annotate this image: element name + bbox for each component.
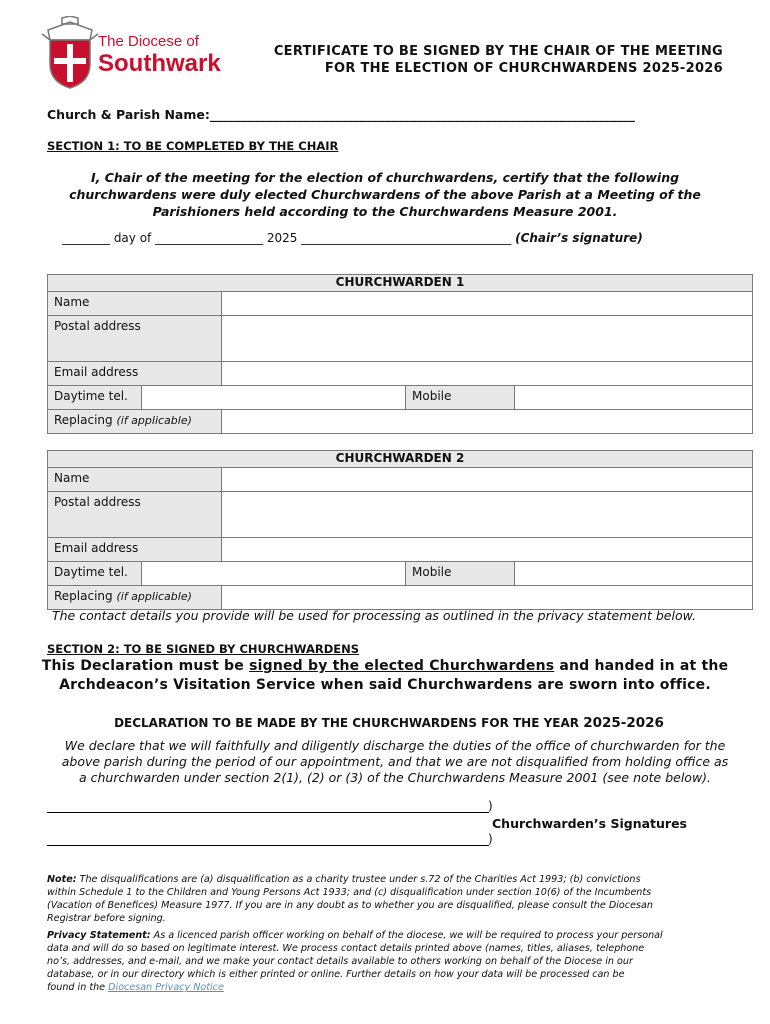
churchwarden2-heading: CHURCHWARDEN 2 (48, 451, 753, 468)
date-signature-line[interactable] (62, 231, 643, 245)
note-line3: (Vacation of Benefices) Measure 1977. If you are in any doubt as to whether you are disqualified, please consult the Diocesan (47, 900, 653, 911)
section2-heading: SECTION 2: TO BE SIGNED BY CHURCHWARDENS (47, 642, 360, 656)
declaration-line1 (40, 657, 730, 676)
cw2-replacing-input[interactable] (222, 586, 753, 610)
if-applicable-text: (if applicable) (116, 414, 192, 427)
note-label: Note: (47, 874, 77, 885)
cw1-email-input[interactable] (222, 362, 753, 386)
replacing-label (48, 586, 222, 610)
title-line2: FOR THE ELECTION OF CHURCHWARDENS 2025-2026 (324, 61, 723, 76)
daytime-tel-label: Daytime tel. (48, 386, 142, 410)
email-address-label: Email address (48, 538, 222, 562)
org-name-line2: Southwark (98, 50, 221, 77)
chair-certification-text (55, 169, 715, 220)
privacy-statement (47, 929, 721, 994)
email-address-label: Email address (48, 362, 222, 386)
title-line1: CERTIFICATE TO BE SIGNED BY THE CHAIR OF THE MEETING (273, 44, 723, 59)
disqualification-note (47, 873, 721, 925)
privacy-line4: database, or in our directory which is either printed or online. Further details on how your data will be processed can be (47, 969, 625, 980)
note-line2: within Schedule 1 to the Children and Young Persons Act 1933; and (c) disqualification under section 10(6) of the Incumbents (47, 887, 652, 898)
page-title (243, 43, 723, 77)
cw1-mobile-input[interactable] (515, 386, 753, 410)
note-line1 (47, 873, 721, 886)
note-line4: Registrar before signing. (47, 913, 166, 924)
privacy-line1 (47, 929, 721, 942)
decl-title-text: DECLARATION TO BE MADE BY THE CHURCHWARDENS FOR THE YEAR (114, 716, 584, 730)
decl-year: 2025-2026 (583, 715, 664, 731)
churchwarden2-table (47, 450, 753, 610)
chair-signature-label: (Chair’s signature) (515, 231, 643, 245)
replacing-label (48, 410, 222, 434)
cw2-daytime-tel-input[interactable] (142, 562, 406, 586)
declaration-title (47, 715, 731, 731)
signature-paren-2: ) (488, 832, 493, 846)
privacy-line2: data and will do so based on legitimate interest. We process contact details printed above (names, titles, aliases, telephone (47, 943, 645, 954)
church-parish-name-field[interactable]: Church & Parish Name:____________________________________________________________________ (47, 107, 635, 122)
certify-line1: I, Chair of the meeting for the election of churchwardens, certify that the following (90, 170, 680, 185)
privacy-line1-text: As a licenced parish officer working on behalf of the diocese, we will be required to process your personal (150, 930, 663, 941)
signature-paren-1: ) (488, 799, 493, 813)
cw2-email-input[interactable] (222, 538, 753, 562)
churchwarden-signatures-label: Churchwarden’s Signatures (492, 816, 687, 831)
cw1-postal-address-input[interactable] (222, 316, 753, 362)
privacy-line5 (47, 981, 721, 994)
postal-address-label: Postal address (48, 492, 222, 538)
cw2-postal-address-input[interactable] (222, 492, 753, 538)
replacing-text: Replacing (54, 589, 113, 603)
section1-heading: SECTION 1: TO BE COMPLETED BY THE CHAIR (47, 139, 339, 153)
churchwarden1-heading: CHURCHWARDEN 1 (48, 275, 753, 292)
privacy-notice-link[interactable]: Diocesan Privacy Notice (108, 982, 224, 993)
declaration-instruction (40, 657, 730, 695)
org-name-line1: The Diocese of (98, 33, 199, 50)
privacy-label: Privacy Statement: (47, 930, 151, 941)
declaration-post: and handed in at the (554, 658, 729, 674)
postal-address-label: Postal address (48, 316, 222, 362)
daytime-tel-label: Daytime tel. (48, 562, 142, 586)
decl-line1: We declare that we will faithfully and diligently discharge the duties of the office of churchwarden for the (64, 738, 726, 753)
signature-line-2[interactable] (47, 845, 489, 846)
cw1-daytime-tel-input[interactable] (142, 386, 406, 410)
privacy-line3: no’s, addresses, and e-mail, and we make your contact details available to others working on behalf of the Diocese in our (47, 956, 633, 967)
declaration-line2: Archdeacon’s Visitation Service when said Churchwardens are sworn into office. (59, 677, 711, 693)
declaration-underlined: signed by the elected Churchwardens (249, 658, 555, 674)
if-applicable-text: (if applicable) (116, 590, 192, 603)
certify-line3: Parishioners held according to the Churchwardens Measure 2001. (152, 204, 618, 219)
decl-line2: above parish during the period of our appointment, and that we are not disqualified from holding office as (61, 754, 729, 769)
name-label: Name (48, 292, 222, 316)
cw1-replacing-input[interactable] (222, 410, 753, 434)
cw2-mobile-input[interactable] (515, 562, 753, 586)
decl-line3: a churchwarden under section 2(1), (2) or (3) of the Churchwardens Measure 2001 (see note below). (78, 770, 712, 785)
privacy-line5-text: found in the (47, 982, 109, 993)
declaration-text (40, 738, 750, 786)
cw1-name-input[interactable] (222, 292, 753, 316)
churchwarden1-table (47, 274, 753, 434)
certify-line2: churchwardens were duly elected Churchwardens of the above Parish at a Meeting of the (69, 187, 701, 202)
replacing-text: Replacing (54, 413, 113, 427)
note-line1-text: The disqualifications are (a) disqualification as a charity trustee under s.72 of the Charities Act 1993; (b) convictions (76, 874, 641, 885)
contact-privacy-note: The contact details you provide will be used for processing as outlined in the privacy statement below. (52, 608, 697, 623)
mobile-label: Mobile (406, 562, 515, 586)
mobile-label: Mobile (406, 386, 515, 410)
cw2-name-input[interactable] (222, 468, 753, 492)
date-blank-line[interactable]: ________ day of __________________ 2025 ___________________________________ (62, 231, 512, 245)
declaration-pre: This Declaration must be (41, 658, 250, 674)
signature-line-1[interactable] (47, 812, 489, 813)
diocese-crest-icon (40, 16, 100, 90)
name-label: Name (48, 468, 222, 492)
